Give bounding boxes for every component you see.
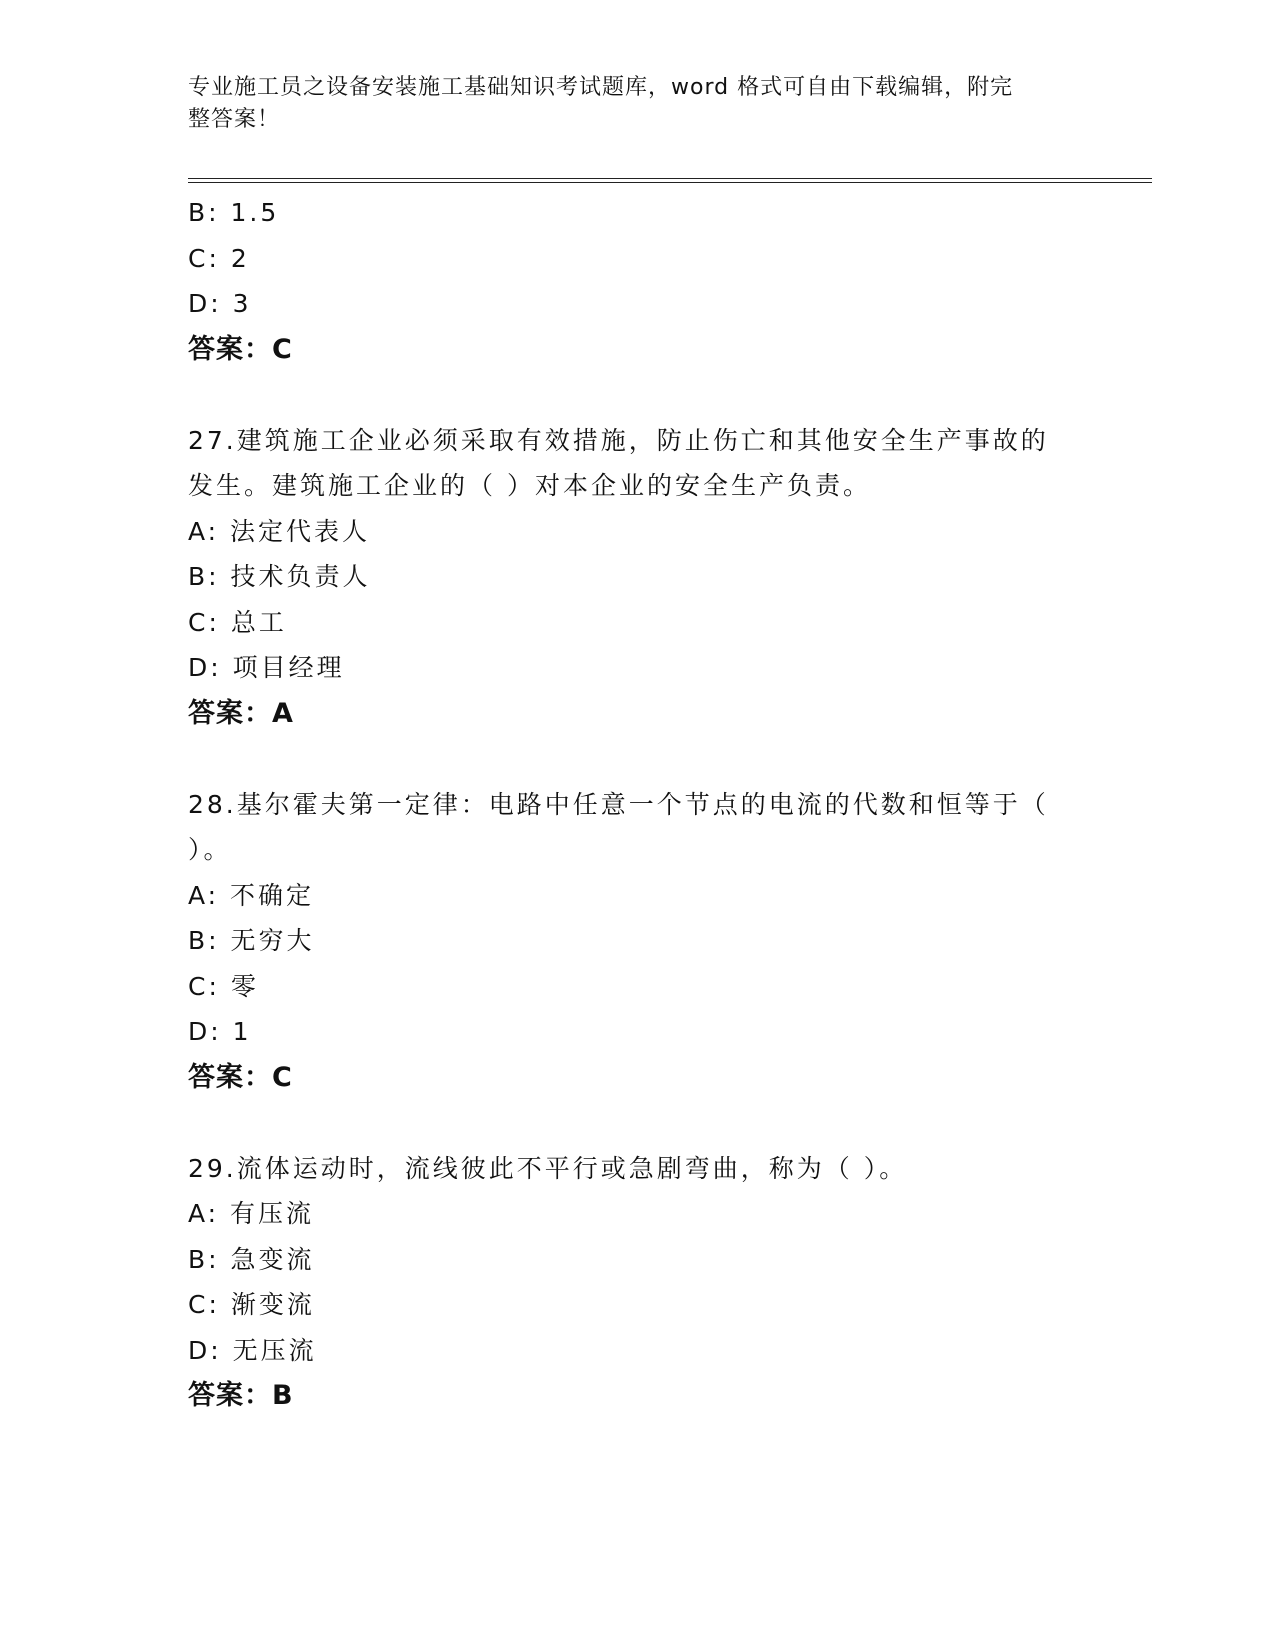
question-text: 28.基尔霍夫第一定律：电路中任意一个节点的电流的代数和恒等于（	[188, 789, 1049, 819]
option-line: A: 有压流	[188, 1199, 315, 1228]
question-text: 27.建筑施工企业必须采取有效措施，防止伤亡和其他安全生产事故的	[188, 425, 1049, 455]
document-header	[188, 72, 1068, 136]
question-block	[188, 1146, 1088, 1419]
option-line: A: 不确定	[188, 880, 315, 910]
option-line: B: 1.5	[188, 198, 280, 227]
option-line: C: 渐变流	[188, 1290, 315, 1319]
option-line: B: 急变流	[188, 1244, 315, 1274]
question-text: ）。	[188, 835, 232, 864]
header-title-line-2: 整答案！	[188, 107, 281, 132]
question-text: 发生。建筑施工企业的（ ）对本企业的安全生产负责。	[188, 471, 871, 500]
answer-line: 答案：C	[188, 333, 293, 365]
option-line: C: 零	[188, 971, 259, 1001]
document-body	[188, 190, 1088, 1419]
answer-line: 答案：A	[188, 697, 294, 729]
spacer	[188, 1100, 1088, 1146]
question-text: 29.流体运动时，流线彼此不平行或急剧弯曲，称为（ ）。	[188, 1153, 908, 1183]
answer-line: 答案：C	[188, 1061, 293, 1093]
option-line: B: 无穷大	[188, 926, 315, 955]
spacer	[188, 372, 1088, 418]
option-line: D: 3	[188, 289, 252, 318]
question-block	[188, 418, 1088, 737]
option-line: C: 总工	[188, 607, 287, 637]
option-line: D: 1	[188, 1017, 252, 1046]
question-block	[188, 782, 1088, 1101]
header-title-line-1: 专业施工员之设备安装施工基础知识考试题库，word 格式可自由下载编辑，附完	[188, 75, 1014, 100]
answer-line: 答案：B	[188, 1380, 294, 1411]
option-line: D: 项目经理	[188, 653, 345, 682]
option-line: B: 技术负责人	[188, 562, 371, 591]
option-line: D: 无压流	[188, 1335, 317, 1365]
spacer	[188, 736, 1088, 782]
option-line: C: 2	[188, 243, 250, 273]
header-divider	[188, 178, 1152, 183]
option-line: A: 法定代表人	[188, 516, 371, 546]
